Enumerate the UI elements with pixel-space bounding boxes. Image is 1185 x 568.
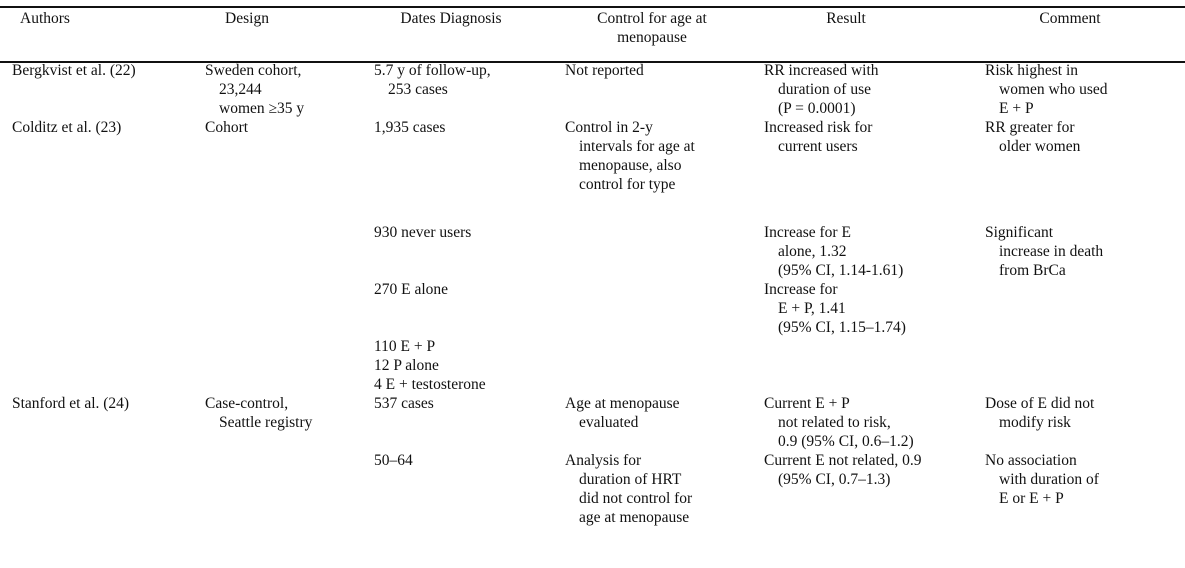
cell-line: from BrCa [999,261,1066,279]
cell-result [764,451,922,489]
cell-line: Age at menopause [565,394,680,412]
cell-line: E or E + P [999,489,1064,507]
cell-line: control for type [579,176,676,193]
top-rule [0,6,1185,8]
cell-line: 110 E + P [374,337,436,355]
cell-control-age-menopause [565,118,695,194]
cell-line: 12 P alone [374,356,439,374]
header-result: Result [826,10,866,27]
cell-line: Risk highest in [985,62,1079,79]
cell-dates-diagnosis [374,394,434,413]
cell-line: Cohort [205,119,249,136]
cell-dates-diagnosis [374,337,486,394]
cell-line: Increased risk for [764,119,873,136]
cell-dates-diagnosis [374,280,448,299]
cell-result [764,118,872,156]
cell-line: intervals for age at [579,138,695,155]
cell-line: 1,935 cases [374,119,446,136]
cell-authors [12,61,136,80]
cell-comment [985,61,1108,118]
cell-line: increase in death [999,242,1104,260]
cell-dates-diagnosis [374,451,413,470]
cell-authors [12,118,121,137]
cell-line: Not reported [565,62,644,79]
cell-result [764,61,879,118]
cell-line: with duration of [999,470,1099,488]
cell-line: Stanford et al. (24) [12,394,130,412]
cell-result [764,280,906,337]
cell-line: evaluated [579,413,639,431]
cell-result [764,223,903,280]
cell-line: 537 cases [374,394,434,412]
cell-control-age-menopause [565,451,692,527]
cell-line: menopause, also [579,157,682,174]
cell-line: did not control for [579,489,693,507]
cell-line: Increase for E [764,223,851,241]
cell-line: duration of HRT [579,470,682,488]
cell-design [205,61,304,118]
cell-line: 50–64 [374,451,413,469]
cell-comment [985,394,1094,432]
cell-line: current users [778,138,858,155]
cell-line: modify risk [999,413,1071,431]
header-dates-diagnosis: Dates Diagnosis [400,10,502,27]
cell-line: alone, 1.32 [778,242,847,260]
cell-line: Control in 2-y [565,119,653,136]
cell-line: Seattle registry [219,413,313,431]
cell-line: (95% CI, 1.14-1.61) [778,261,904,279]
cell-line: not related to risk, [778,413,891,431]
header-design: Design [225,10,269,27]
cell-line: older women [999,138,1081,155]
cell-comment [985,118,1080,156]
cell-line: Dose of E did not [985,394,1095,412]
cell-line: Colditz et al. (23) [12,119,122,136]
cell-line: duration of use [778,81,871,98]
cell-line: RR greater for [985,119,1075,136]
cell-line: (95% CI, 1.15–1.74) [778,318,906,336]
cell-dates-diagnosis [374,61,491,99]
cell-line: Significant [985,223,1054,241]
cell-result [764,394,914,451]
cell-line: No association [985,451,1077,469]
cell-line: age at menopause [579,508,690,526]
cell-line: Sweden cohort, [205,62,302,79]
header-comment: Comment [1039,10,1101,27]
cell-dates-diagnosis [374,118,445,137]
cell-line: Increase for [764,280,838,298]
cell-line: 23,244 [219,81,262,98]
cell-dates-diagnosis [374,223,471,242]
cell-authors [12,394,129,413]
cell-comment [985,451,1099,508]
cell-line: Bergkvist et al. (22) [12,62,136,79]
cell-line: Current E not related, 0.9 [764,451,922,469]
cell-design [205,394,312,432]
cell-line: women ≥35 y [219,100,305,117]
cell-comment [985,223,1103,280]
cell-line: Case-control, [205,394,289,412]
cell-line: 5.7 y of follow-up, [374,62,491,79]
cell-control-age-menopause [565,61,644,80]
cell-line: E + P, 1.41 [778,299,846,317]
cell-line: E + P [999,100,1034,117]
cell-design [205,118,248,137]
cell-line: women who used [999,81,1108,98]
header-control-age-menopause: Control for age at menopause [597,10,707,46]
cell-line: RR increased with [764,62,879,79]
cell-line: Analysis for [565,451,642,469]
cell-control-age-menopause [565,394,680,432]
cell-line: 930 never users [374,223,472,241]
header-authors: Authors [20,10,70,27]
cell-line: 4 E + testosterone [374,375,486,393]
cell-line: 270 E alone [374,280,449,298]
cell-line: 0.9 (95% CI, 0.6–1.2) [778,432,914,450]
cell-line: (95% CI, 0.7–1.3) [778,470,891,488]
cell-line: (P = 0.0001) [778,100,856,117]
cell-line: 253 cases [388,81,448,98]
cell-line: Current E + P [764,394,850,412]
